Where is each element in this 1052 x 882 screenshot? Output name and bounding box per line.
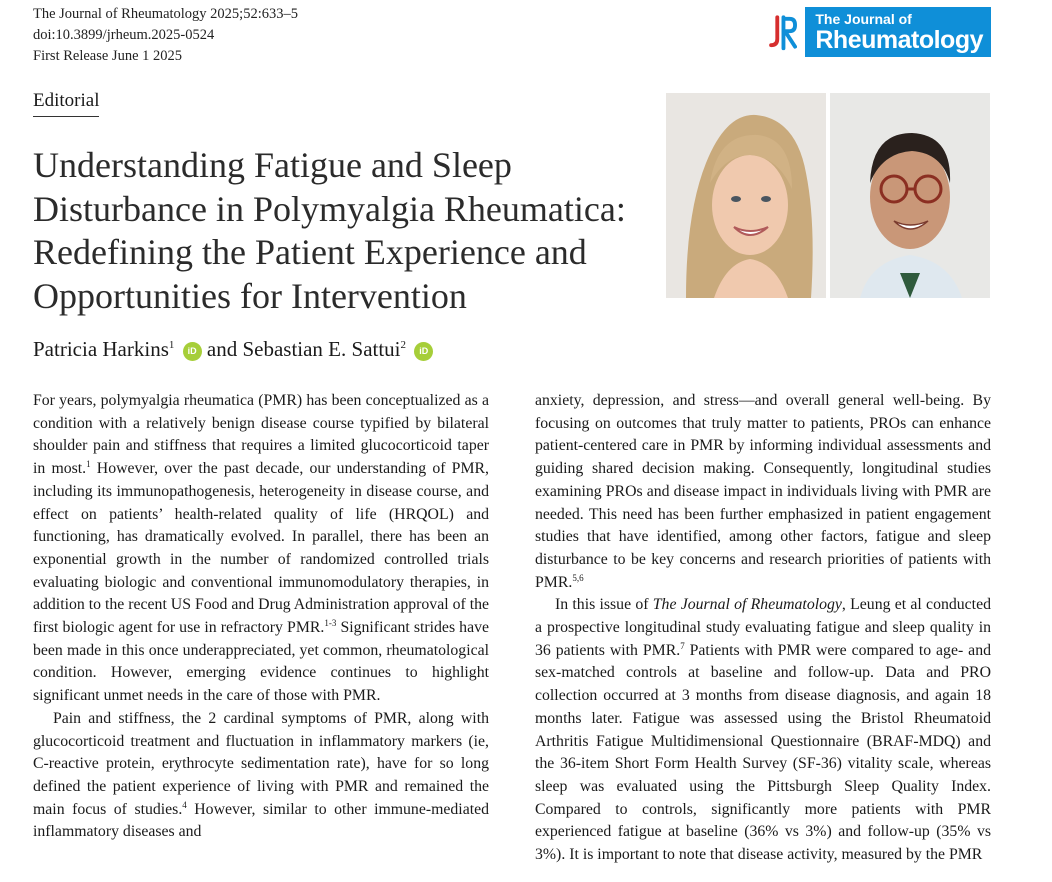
citation-ref[interactable]: 4 [182, 799, 187, 810]
paragraph-text: In this issue of [555, 596, 653, 614]
citation-ref[interactable]: 5,6 [572, 572, 584, 583]
author-photo-harkins [666, 93, 826, 298]
affiliation-marker: 1 [168, 339, 175, 351]
orcid-icon[interactable]: iD [414, 342, 433, 361]
author-portrait-illustration [666, 93, 826, 298]
journal-logo[interactable] [768, 6, 991, 58]
paragraph-text: However, similar to other immune-mediated inflammatory diseases and [33, 800, 490, 841]
paragraph-text: For years, polymyalgia rheumatica (PMR) has been conceptualized as a condition with a relatively benign disease course typified by bilateral shoulder pain and stiffness that requires a limited glucocorticoid taper in most. [33, 392, 489, 478]
logo-line-1: The Journal of [815, 11, 912, 27]
doi-link[interactable]: doi:10.3899/jrheum.2025-0524 [33, 27, 215, 43]
article-title: Understanding Fatigue and Sleep Disturbance in Polymyalgia Rheumatica: Redefining the Patient Experience and Opportunities for Intervention [33, 145, 626, 316]
logo-line-2: Rheumatology [815, 26, 983, 54]
paragraph [33, 708, 489, 844]
article-meta [33, 4, 298, 67]
citation-ref[interactable]: 1-3 [324, 618, 337, 629]
paragraph [535, 390, 991, 594]
first-release-date: First Release June 1 2025 [33, 48, 183, 64]
author-conjunction: and [206, 337, 238, 361]
section-label: Editorial [33, 89, 99, 117]
jr-logo-mark-icon [768, 9, 797, 55]
author-list [33, 332, 433, 362]
body-column-left [33, 390, 489, 844]
orcid-icon[interactable]: iD [183, 342, 202, 361]
author-photo-sattui [830, 93, 990, 298]
body-column-right [535, 390, 991, 867]
paragraph-text: Pain and stiffness, the 2 cardinal symptoms of PMR, along with glucocorticoid treatment and fluctuation in inflammatory markers (ie, C-reactive protein, erythrocyte sedimentation rate), have for so long defined the patient experience of living with PMR and remained the main focus of studies. [33, 709, 489, 818]
journal-name: The Journal of Rheumatology [652, 596, 842, 614]
paragraph-text: Patients with PMR were compared to age- and sex-matched controls at baseline and follow-up. Data and PRO collection occurred at 3 months from disease diagnosis, and again 18 months later. Fatigue was assessed using the Bristol Rheumatoid Arthritis Fatigue Multidimensional Questionnaire (BRAF-MDQ) and the 36-item Short Form Health Survey (SF-36) vitality scale, whereas sleep was evaluated using the Pittsburgh Sleep Quality Index. Compared to controls, significantly more patients with PMR experienced fatigue at baseline (36% vs 3%) and follow-up (35% vs 3%). It is important to note that disease activity, measured by the PMR [535, 641, 991, 864]
author-name[interactable]: Sebastian E. Sattui [242, 337, 401, 361]
author-name[interactable]: Patricia Harkins [33, 337, 169, 361]
citation-ref[interactable]: 1 [86, 459, 91, 470]
journal-citation: The Journal of Rheumatology 2025;52:633–5 [33, 6, 298, 22]
paragraph [33, 390, 489, 708]
citation-ref[interactable]: 7 [680, 640, 685, 651]
paragraph-text: However, over the past decade, our understanding of PMR, including its immunopathogenesis, heterogeneity in disease course, and effect on patients’ health-related quality of life (HRQOL) and functioning, has dramatically evolved. In parallel, there has been an exponential growth in the number of randomized controlled trials evaluating biologic and conventional immunomodulatory therapies, in addition to the recent US Food and Drug Administration approval of the first biologic agent for use in refractory PMR. [33, 460, 489, 637]
paragraph-text: anxiety, depression, and stress—and overall general well-being. By focusing on outcomes that truly matter to patients, PROs can enhance patient-centered care in PMR by informing individual assessments and guiding shared decision making. Consequently, longitudinal studies examining PROs and disease impact in individuals living with PMR are needed. This need has been further emphasized in patient engagement studies that have identified, among other factors, fatigue and sleep disturbance to be key concerns and research priorities of patients with PMR. [535, 392, 991, 591]
paragraph-text: , Leung et al conducted a prospective longitudinal study evaluating fatigue and sleep quality in 36 patients with PMR. [535, 596, 991, 659]
author-portrait-illustration [830, 93, 990, 298]
affiliation-marker: 2 [400, 339, 407, 351]
paragraph [535, 594, 991, 866]
logo-wordmark [805, 7, 991, 57]
paragraph-text: Significant strides have been made in this once underappreciated, yet common, rheumatological condition. However, emerging evidence continues to highlight significant unmet needs in the care of those with PMR. [33, 619, 489, 705]
